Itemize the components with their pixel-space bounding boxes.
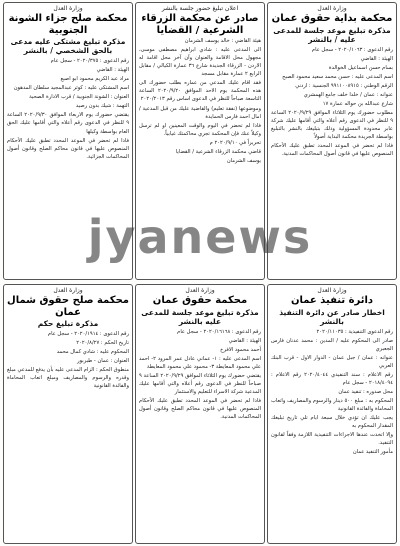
notice-subtitle: مذكرة تبليغ مشتكى عليه مدعى بالحق الشخصي / بالنشر <box>10 37 126 55</box>
notice-line: صادر الى المحكوم عليه / المدين : محمد عدنان فارس الجعبري <box>271 337 393 352</box>
notice-kicker: وزارة العدل <box>317 5 347 12</box>
notice-line: اسم المشتكى عليه : كوثر عبدالمجيد سلطان المدهون <box>13 85 129 92</box>
notice-line: المحكوم به : مبلغ ٥٠٠ دينار والرسوم والمصاريف واتعاب المحاماة والفائدة القانونية <box>271 398 393 413</box>
notice-line: يقتضي حضورك يوم الثلاثاء الموافق ٢٠٢٠/٩/٢٩ الساعة ٩ صباحاً للنظر في الدعوى رقم أعلاه والتي أقامها عليك المدعية شركة الاسراء للتعليم والاستثمار <box>139 372 262 395</box>
notice-amman-execution <box>267 284 397 544</box>
notice-line: عنوانه : عمان / خلدا خلف جامع الهمشري <box>303 91 393 98</box>
notice-line: يجب عليك ان تؤدي خلال سبعة ايام تلي تاريخ تبليغك المقدار المحكوم به <box>271 415 393 430</box>
notice-line: وموضوعها (نفقة تعليم) والقاضية عليك من قبل المدعية / امال احمد فارس الحمايدة <box>139 105 261 120</box>
notice-line: بسام حسن اسماعيل الخوالدة <box>328 64 393 71</box>
notice-line: مطلوب حضورك يوم الثلاثاء الموافق ٢٠٢٠/٩/٢٩ الساعة ٩ للنظر في الدعوى رقم أعلاه والتي أقامها عليك شركة عابر محدودة المسؤولية وذلك بتبليغك بالنشر بالتبليغ بواسطة الجريدة محكمة البداية أصولاً <box>271 109 394 141</box>
notice-amman-first-instance <box>267 2 397 280</box>
notice-subtitle: مذكرة تبليغ حكم <box>37 319 99 328</box>
notice-line: فاذا لم تحضر في الموعد المحدد تطبق عليك الأحكام المنصوص عليها في قانون محاكم الصلح وقانون أصول المحاكمات الجزائية. <box>7 137 129 160</box>
notice-line: الهيئة : القاضي <box>228 337 261 344</box>
notice-line: فاذا لم تحضر في اليوم والوقت المعينين او لم ترسل وكيلاً عنك فإن المحكمة تجري محاكمتك غيابياً. <box>139 122 261 137</box>
notice-line: تاريخ الحكم : ٢٠٢٠/٨/٢٧ <box>76 340 129 347</box>
notice-line: منطوق الحكم : الزام المدعى عليه بأن يدفع للمدعي مبلغ وقدره والرسوم والمصاريف ومبلغ اتعاب المحاماة والفائدة القانونية <box>7 367 129 390</box>
notice-north-amman-magistrate <box>3 284 133 544</box>
notice-line: الهيئة : القاضي <box>96 67 129 74</box>
notice-line: مراد عبد الكريم محمود ابو اصبع <box>60 76 129 83</box>
notice-title: محكمة حقوق عمان <box>152 295 248 306</box>
watermark-logo: jyanews <box>87 210 313 264</box>
notice-line: التهمة : شيك بدون رصيد <box>75 103 129 110</box>
notice-line: رقم الدعوى التنفيذية : ٢٠٢٠/١١٠٣٥ <box>316 328 393 335</box>
notice-body <box>139 328 261 422</box>
notice-body <box>139 37 261 165</box>
notice-line: هيئة القاضي : خالد يوسف الشرمان <box>184 38 261 44</box>
notice-line: اسم المدعى عليه : حسن محمد سعيد محمود الصبح <box>282 73 393 80</box>
notice-line: العنوان : الشونة الجنوبية / قرب الادارة الصحية <box>29 94 129 101</box>
notice-line: رقم الاعلام : سند التنفيذي ٢٠٢٠/٤٠٤٤ رقم الاعلام : ٢٠١٨/٤٠٩٤ - سجل عام <box>271 371 394 386</box>
notice-line: محل صدوره : تنفيذ عمان <box>338 388 393 395</box>
notice-title: محكمة صلح جزاء الشونة الجنوبية <box>8 13 128 36</box>
notice-line: رقم الدعوى : ٢٠٢٠/١٩١٤ - سجل عام <box>47 331 129 337</box>
notice-line: شارع عبدالله بن حواله عمارة ١٧ <box>322 100 393 107</box>
notice-line: الرقم الوطني : ٩٩١١٠٠٨٩١٥ الجنسية : اردني <box>295 82 393 89</box>
notice-line: رقم الدعوى : ٢٠٢٠/٣٧٥ - سجل عام <box>50 58 129 64</box>
notice-line: مأمور التنفيذ عمان <box>352 449 393 456</box>
notice-line: قاضي محكمة الزرقاء الشرعية / القضايا <box>175 148 261 155</box>
notice-body <box>271 46 393 159</box>
notice-line: فقد اقام عليك المدعي من عماره بطلب حضورك الى هذه المحكمة يوم الاحد الموافق ٢٠٢٠/٩/٢٠ الساعة التاسعة صباحاً للنظر في الدعوى اساس رقم ٢٠٢٠/٢٠١٣ <box>139 80 261 103</box>
notice-line: العنوان : عمان - طبربور <box>77 358 129 365</box>
notice-line: أحمد محمود الافرخ <box>220 346 261 353</box>
notice-subtitle: مذكرة تبليغ موعد جلسة للمدعى عليه / بالنشر <box>273 25 391 44</box>
notice-line: الى المدعى عليه : شادي ابراهيم مصطفى موسى، مجهول محل الاقامة والعنوان وآن آخر محل اقامة له الاردن - الزرقاء الجديدة شارع ٣٦ عمارة الكيالي / مقابل الرابع ٢ عمارة مقابل مسجد <box>139 47 261 78</box>
notice-subtitle: اخطار صادر عن دائرة التنفيذ بالنشر <box>279 307 385 326</box>
notice-line: يقتضي حضورك يوم الاربعاء الموافق ٢٠٢٠/٩/٣٠ الساعة ٩ للنظر في الدعوى رقم أعلاه والتي أقامها عليك الحق العام بواسطة وكيلها <box>7 112 129 135</box>
notice-title: دائرة تنفيذ عمان <box>290 295 374 306</box>
notice-line: المحكوم عليه : شادي كمال محمد <box>56 349 129 356</box>
notice-line: رقم الدعوى : ٢٠٢٠/١٠٦٣ - سجل عام <box>311 46 393 53</box>
notice-south-shuna-criminal <box>3 2 133 280</box>
notice-line: عنوانه : عمان / جبل عمان - الدوار الاول - قرب البنك العربي <box>271 354 393 369</box>
notice-line: فاذا لم تحضر في الموعد المحدد تطبق عليك الأحكام المنصوص عليها في قانون محاكم الصلح وقانون أصول المحاكمات المدنية. <box>139 398 261 421</box>
notices-row-top <box>2 2 398 280</box>
notice-line: اسم المدعى عليه : ١- عماني عادل عمر المرود ٢- احمد علي محمود المعايطة ٣- محمود علي محمود المعايطة <box>139 355 261 370</box>
notice-line: الهيئة : القاضي <box>360 55 393 62</box>
notice-kicker: اعلان تبليغ حضور جلسة بالنشر <box>161 5 239 12</box>
notice-zarqa-sharia <box>135 2 265 280</box>
notice-kicker: وزارة العدل <box>185 287 215 294</box>
notice-line: فاذا لم تحضر في الموعد المحدد تطبق عليك الأحكام المنصوص عليها في قانون أصول المحاكمات المدنية. <box>271 143 393 158</box>
notice-subtitle: مذكرة تبليغ موعد جلسة للمدعى عليه بالنشر <box>141 307 259 326</box>
notice-amman-civil <box>135 284 265 544</box>
notices-row-bottom <box>2 284 398 544</box>
notice-kicker: وزارة العدل <box>53 5 83 12</box>
notice-body <box>7 57 129 161</box>
notice-title: محكمة صلح حقوق شمال عمان <box>7 295 129 318</box>
notice-title: محكمة بداية حقوق عمان <box>271 13 393 24</box>
notice-title: صادر عن محكمة الزرقاء الشرعية / القضايا <box>141 13 259 36</box>
notice-line: رقم الدعوى : ٢٠٢٠/١٦١٦٨ - سجل عام <box>177 328 261 335</box>
notice-kicker: وزارة العدل <box>317 287 347 294</box>
notice-line: تحريراً في ٢٠٢٠/٩/١٠ م <box>209 139 261 146</box>
notice-body <box>7 330 129 390</box>
notice-body <box>271 328 393 457</box>
notice-line: يوسف الشرمان <box>226 157 261 164</box>
notice-kicker: وزارة العدل <box>53 287 83 294</box>
notice-line: وإلا اتخذت عندها الاجراءات التنفيذية اللازمة وفقاً لقانون التنفيذ. <box>271 432 393 447</box>
